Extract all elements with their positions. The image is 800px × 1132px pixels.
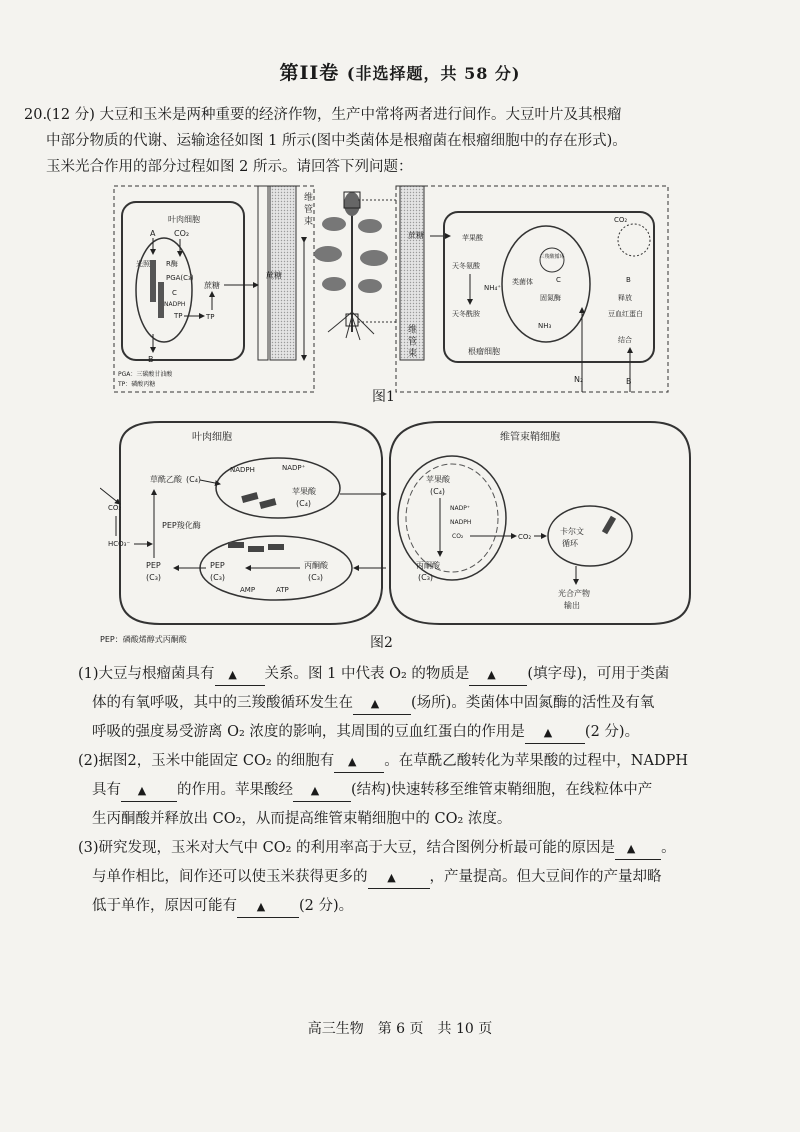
- fig2-label-nadp: NADP⁺: [282, 464, 306, 472]
- fig1-tca-cycle: [540, 248, 564, 272]
- fig1-label-co2: CO₂: [174, 229, 190, 238]
- fig1-label-r-enzyme: R酶: [166, 260, 178, 268]
- q3-text: 与单作相比，间作还可以使玉米获得更多的: [92, 869, 368, 885]
- fig1-mitochondrion: [618, 224, 650, 256]
- fig2-label-c4b: (C₄): [296, 499, 312, 508]
- q1-blank-1[interactable]: ▲: [215, 664, 265, 686]
- fig1-label-release: 释放: [618, 294, 632, 302]
- fig2-label-hco3: HCO₃⁻: [108, 540, 131, 548]
- fig1-label-tp: TP: [174, 312, 183, 320]
- fig1-label-leghemoglobin: 豆血红蛋白: [608, 310, 643, 318]
- q3-text: (2 分)。: [299, 898, 354, 914]
- q1-text: (1)大豆与根瘤菌具有: [78, 666, 215, 682]
- q1-blank-2[interactable]: ▲: [469, 664, 527, 686]
- fig2-mitochondrion: [398, 456, 506, 580]
- fig2-label-calvin-1: 卡尔文: [560, 527, 584, 536]
- fig2-label-co2: CO₂: [108, 504, 122, 512]
- fig2-label-calvin-2: 循环: [562, 539, 578, 548]
- fig1-sucrose-cell: 蔗糖: [204, 281, 220, 290]
- intro-line-2: 中部分物质的代谢、运输途径如图 1 所示(图中类菌体是根瘤菌在根瘤细胞中的存在形式)。: [46, 133, 627, 149]
- figure-2: [100, 418, 700, 650]
- soybean-plant-illustration: [314, 192, 396, 340]
- fig1-label-B-bottom: B: [626, 377, 632, 386]
- q3-blank-1[interactable]: ▲: [615, 838, 661, 860]
- q2-text: 。在草酰乙酸转化为苹果酸的过程中，NADPH: [384, 753, 688, 769]
- q1-text: 呼吸的强度易受游离 O₂ 浓度的影响，其周围的豆血红蛋白的作用是: [92, 724, 525, 740]
- fig2-label-pyruvate: 丙酮酸: [304, 561, 328, 570]
- fig1-label-malate: 苹果酸: [462, 234, 483, 242]
- q1-text: (2 分)。: [584, 724, 640, 740]
- fig2-label-product-1: 光合产物: [558, 589, 590, 598]
- fig1-legend-tp: TP：磷酸丙糖: [118, 381, 156, 388]
- fig2-label-pepc: PEP羧化酶: [162, 521, 201, 530]
- fig2-arrow: [100, 488, 120, 504]
- fig2-label-nadp2: NADP⁺: [450, 505, 470, 512]
- figure-1-caption: 图1: [372, 389, 395, 405]
- fig2-label-co2-mito: CO₂: [452, 533, 464, 540]
- q1-text: 体的有氧呼吸，其中的三羧酸循环发生在: [92, 695, 353, 711]
- fig2-label-pyruvate2: 丙酮酸: [416, 561, 440, 570]
- q2-text: 的作用。苹果酸经: [177, 782, 293, 798]
- q2-text: (2)据图2，玉米中能固定 CO₂ 的细胞有: [78, 753, 335, 769]
- section-title-main: 第II卷: [279, 62, 340, 84]
- q3-text: (3)研究发现，玉米对大气中 CO₂ 的利用率高于大豆，结合图例分析最可能的原因是: [78, 840, 616, 856]
- fig1-label-pga: PGA(C₃): [166, 274, 194, 282]
- fig2-label-atp: ATP: [276, 586, 289, 594]
- fig2-label-product-2: 输出: [564, 601, 580, 610]
- fig1-label-B: B: [148, 355, 154, 364]
- figure-2-caption: 图2: [370, 635, 393, 651]
- q2-text: (结构)快速转移至维管束鞘细胞，在线粒体中产: [351, 782, 653, 798]
- fig2-label-pep2: PEP: [210, 561, 225, 570]
- figure-1: [112, 182, 672, 400]
- fig2-bundle-sheath-cell: [390, 422, 690, 624]
- fig1-label-nitrogenase: 固氮酶: [540, 294, 561, 302]
- fig1-thylakoid: [150, 260, 156, 302]
- fig2-calvin-chloroplast: [548, 506, 632, 566]
- fig1-label-n2: N₂: [574, 375, 584, 384]
- fig2-bundle-sheath-label: 维管束鞘细胞: [500, 432, 560, 443]
- fig1-sucrose-vb: 蔗糖: [266, 271, 282, 280]
- page-footer: 高三生物 第 6 页 共 10 页: [307, 1021, 493, 1037]
- q3-text: ，产量提高。但大豆间作的产量却略: [429, 869, 662, 885]
- q1-blank-3[interactable]: ▲: [353, 693, 411, 715]
- fig2-label-c4c: (C₄): [430, 487, 446, 496]
- fig1-label-bacteroid: 类菌体: [512, 278, 533, 286]
- question-2: [78, 747, 728, 834]
- fig2-thylakoid: [228, 542, 244, 548]
- fig2-label-nadph2: NADPH: [450, 519, 472, 526]
- fig1-label-combine: 结合: [618, 336, 632, 344]
- sub-questions: [78, 660, 728, 921]
- q1-blank-4[interactable]: ▲: [525, 722, 585, 744]
- fig2-label-c3b: (C₃): [210, 573, 226, 582]
- q3-blank-2[interactable]: ▲: [368, 867, 430, 889]
- fig2-label-co2-out: CO₂: [518, 533, 532, 541]
- fig2-label-amp: AMP: [240, 586, 256, 594]
- q1-text: (场所)。类菌体中固氮酶的活性及有氧: [411, 695, 655, 711]
- fig2-label-nadph: NADPH: [230, 466, 255, 474]
- fig1-label-asparagine: 天冬酰胺: [452, 310, 480, 318]
- section-title: [0, 58, 800, 85]
- q2-text: 具有: [92, 782, 121, 798]
- fig1-label-aspartate: 天冬氨酸: [452, 262, 480, 270]
- question-intro: [24, 102, 716, 180]
- fig1-vascular-bottom: 维管束: [408, 325, 418, 359]
- fig2-label-c3c: (C₃): [308, 573, 324, 582]
- fig2-label-pep: PEP: [146, 561, 161, 570]
- fig2-label-c4a: (C₄): [186, 475, 202, 484]
- q2-text: 生丙酮酸并释放出 CO₂，从而提高维管束鞘细胞中的 CO₂ 浓度。: [92, 811, 512, 827]
- fig1-label-A: A: [150, 229, 156, 238]
- fig2-label-c3d: (C₃): [418, 573, 434, 582]
- question-number: 20.: [24, 107, 48, 123]
- fig2-label-malate2: 苹果酸: [426, 475, 450, 484]
- fig1-thylakoid: [158, 282, 164, 318]
- fig1-sucrose-root: 蔗糖: [408, 231, 424, 240]
- fig1-label-tca: 三羧酸循环: [539, 254, 565, 260]
- fig1-label-nh3: NH₃: [538, 322, 552, 330]
- intro-line-3: 玉米光合作用的部分过程如图 2 所示。请回答下列问题：: [46, 159, 413, 175]
- fig2-legend: PEP：磷酸烯醇式丙酮酸: [100, 635, 187, 644]
- fig2-label-c3a: (C₃): [146, 573, 162, 582]
- q2-blank-2[interactable]: ▲: [121, 780, 177, 802]
- fig1-label-B-root: B: [626, 276, 631, 284]
- fig2-thylakoid: [602, 516, 616, 535]
- fig2-mito-inner: [406, 464, 498, 572]
- fig2-thylakoid: [241, 492, 258, 503]
- fig1-mesophyll-label: 叶肉细胞: [168, 215, 200, 224]
- fig1-label-tp2: TP: [206, 313, 215, 321]
- q1-text: 关系。图 1 中代表 O₂ 的物质是: [264, 666, 470, 682]
- question-3: [78, 834, 728, 921]
- fig1-label-co2-root: CO₂: [614, 216, 628, 224]
- fig1-root-cell-label: 根瘤细胞: [468, 347, 500, 356]
- q3-blank-3[interactable]: ▲: [237, 896, 299, 918]
- fig2-label-oaa: 草酰乙酸: [150, 475, 182, 484]
- fig2-label-malate: 苹果酸: [292, 487, 316, 496]
- q3-text: 。: [661, 840, 676, 856]
- fig1-label-nadph: NADPH: [164, 301, 186, 308]
- section-title-subtitle: (非选择题，共 58 分): [346, 64, 521, 83]
- q2-blank-3[interactable]: ▲: [293, 780, 351, 802]
- fig1-label-C: C: [172, 289, 177, 297]
- fig2-thylakoid: [248, 546, 264, 552]
- q3-text: 低于单作，原因可能有: [92, 898, 237, 914]
- fig1-label-C-root: C: [556, 276, 561, 284]
- fig2-thylakoid: [259, 498, 276, 509]
- question-1: [78, 660, 728, 747]
- q1-text: (填字母)，可用于类菌: [527, 666, 670, 682]
- fig2-thylakoid: [268, 544, 284, 550]
- fig1-legend-pga: PGA：三碳酸甘油酸: [118, 371, 173, 378]
- intro-line-1: (12 分) 大豆和玉米是两种重要的经济作物，生产中常将两者进行间作。大豆叶片及其根瘤: [46, 107, 622, 123]
- fig2-mesophyll-label: 叶肉细胞: [192, 432, 232, 443]
- fig1-vascular-top: 维管束: [304, 193, 314, 227]
- q2-blank-1[interactable]: ▲: [334, 751, 384, 773]
- fig1-label-nh4: NH₄⁺: [484, 284, 502, 292]
- fig1-label-light: 光照: [136, 260, 150, 268]
